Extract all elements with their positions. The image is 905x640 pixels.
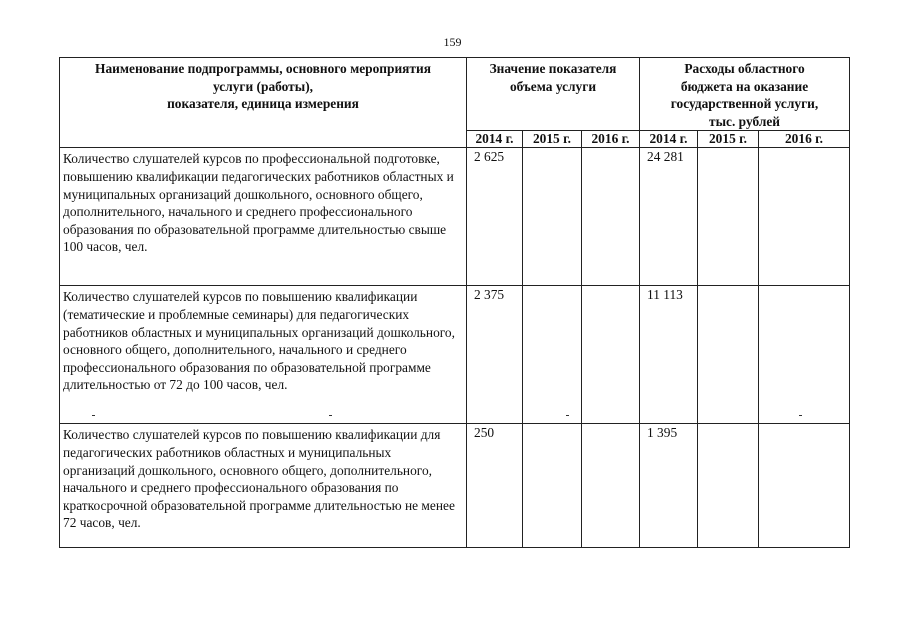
year-cell: 2014 г. xyxy=(640,131,698,148)
header-expenses-line4: тыс. рублей xyxy=(709,113,781,129)
header-volume-line2: объема услуги xyxy=(509,78,597,94)
services-table xyxy=(59,57,850,548)
scan-speck xyxy=(92,415,95,416)
scan-speck xyxy=(329,415,332,416)
row-value xyxy=(698,148,759,286)
row-value xyxy=(759,148,850,286)
row-description: Количество слушателей курсов по повышению квалификации (тематические и проблемные семинары) для педагогических работников областных и муниципальных организаций дошкольного, основного общего, дополнительного, начального и среднего профессионального образования по образовательной программе длительностью от 72 до 100 часов, чел. xyxy=(60,286,467,424)
header-expenses-line1: Расходы областного xyxy=(684,61,805,76)
row-value xyxy=(698,424,759,548)
scan-speck xyxy=(799,415,802,416)
year-cell: 2015 г. xyxy=(698,131,759,148)
table-row xyxy=(60,148,850,286)
year-cell: 2016 г. xyxy=(582,131,640,148)
row-value: 2 625 xyxy=(467,148,523,286)
header-name-cell xyxy=(60,58,467,148)
scan-speck xyxy=(566,415,569,416)
row-value: 2 375 xyxy=(467,286,523,424)
header-name-line1: Наименование подпрограммы, основного мероприятия xyxy=(95,61,431,76)
row-value xyxy=(582,424,640,548)
table-row xyxy=(60,424,850,548)
row-value xyxy=(582,148,640,286)
header-name-line2: услуги (работы), xyxy=(212,78,314,94)
row-description: Количество слушателей курсов по профессиональной подготовке, повышению квалификации педагогических работников областных и муниципальных организаций дошкольного, основного общего, дополнительного, начального и среднего профессионального образования по образовательной программе длительностью свыше 100 часов, чел. xyxy=(60,148,467,286)
header-name-line3: показателя, единица измерения xyxy=(167,96,359,112)
year-cell: 2014 г. xyxy=(467,131,523,148)
row-value xyxy=(759,286,850,424)
row-value: 24 281 xyxy=(640,148,698,286)
row-value: 1 395 xyxy=(640,424,698,548)
row-value: 11 113 xyxy=(640,286,698,424)
row-description: Количество слушателей курсов по повышению квалификации для педагогических работников областных и муниципальных организаций дошкольного, основного общего, дополнительного, начального и среднего профессионального образования по краткосрочной образовательной программе длительностью не менее 72 часов, чел. xyxy=(60,424,467,548)
row-value xyxy=(523,148,582,286)
row-value xyxy=(582,286,640,424)
page-number: 159 xyxy=(443,35,462,49)
row-value xyxy=(523,286,582,424)
row-value xyxy=(759,424,850,548)
year-cell: 2015 г. xyxy=(523,131,582,148)
header-row xyxy=(60,58,850,131)
row-value xyxy=(523,424,582,548)
header-expenses-line3: государственной услуги, xyxy=(670,96,819,112)
header-expenses-cell xyxy=(640,58,850,131)
table-row xyxy=(60,286,850,424)
row-value: 250 xyxy=(467,424,523,548)
year-cell: 2016 г. xyxy=(759,131,850,148)
header-expenses-line2: бюджета на оказание xyxy=(680,78,809,94)
header-volume-line1: Значение показателя xyxy=(489,61,617,76)
header-volume-cell xyxy=(467,58,640,131)
row-value xyxy=(698,286,759,424)
